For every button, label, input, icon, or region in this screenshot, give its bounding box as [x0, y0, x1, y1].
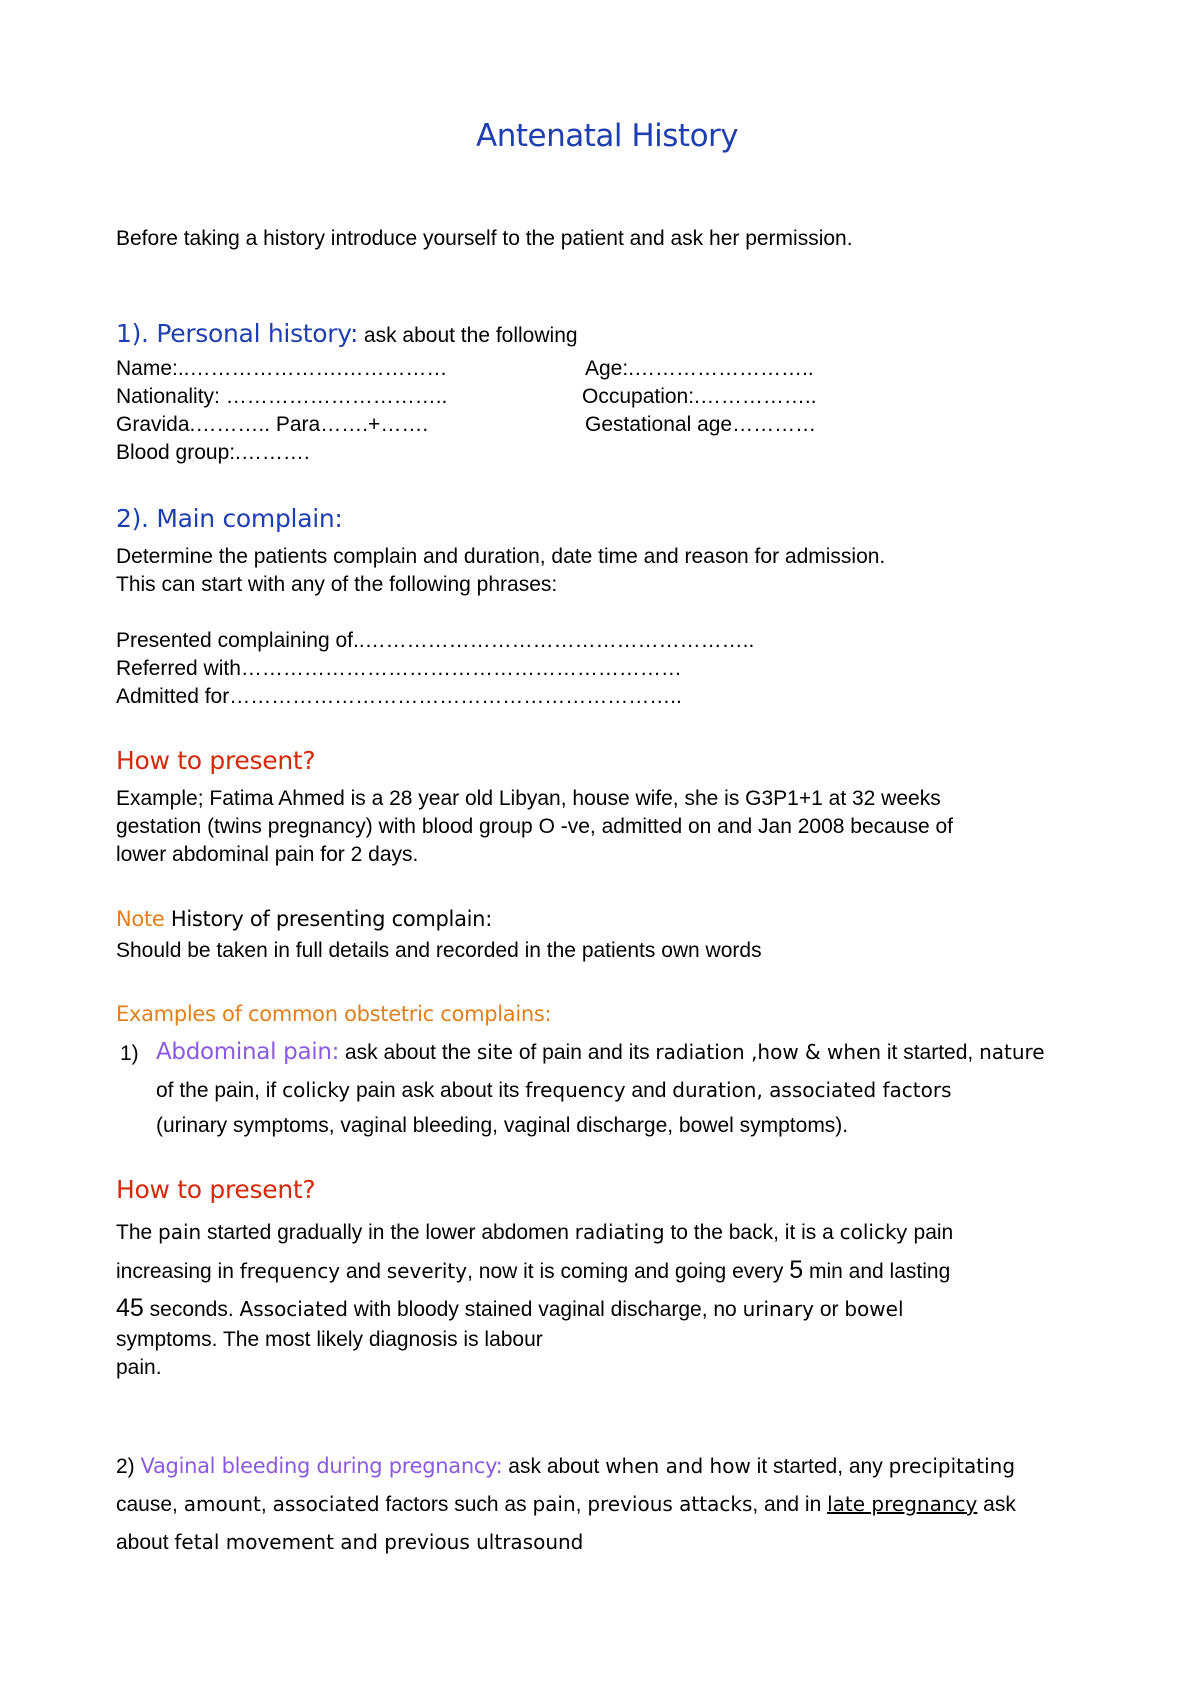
text-segment: , and in — [752, 1493, 828, 1516]
name-field: Name:..………………….…………… — [116, 357, 448, 380]
present2-line3 — [116, 1294, 904, 1324]
text-segment: factors such as — [379, 1493, 533, 1516]
item1-line2 — [156, 1076, 952, 1105]
phrase-referred: Referred with……………………………………………………… — [116, 657, 682, 680]
phrase-admitted: Admitted for……………………………………………………….. — [116, 685, 682, 708]
text-segment: and — [625, 1079, 673, 1102]
keyword-frequency: frequency — [525, 1078, 626, 1102]
item1-line1 — [156, 1038, 1045, 1067]
keyword-colicky: colicky — [282, 1078, 351, 1102]
keyword-colicky: colicky — [839, 1220, 908, 1244]
text-segment: , — [172, 1493, 184, 1516]
item1-number: 1) — [120, 1042, 139, 1065]
gestational-age-field: Gestational age………… — [585, 413, 817, 436]
note-text: History of presenting complain: — [164, 907, 492, 931]
note-label: Note — [116, 907, 165, 931]
keyword-site: site — [476, 1040, 513, 1064]
keyword-duration: duration, associated factors — [672, 1078, 952, 1102]
personal-history-tail: ask about the following — [358, 324, 578, 347]
keyword-fetal-movement: fetal movement and previous ultrasound — [174, 1530, 584, 1554]
blood-group-field: Blood group:.………. — [116, 441, 310, 464]
text-segment: started gradually in the lower abdomen — [201, 1221, 575, 1244]
present-example-line3: lower abdominal pain for 2 days. — [116, 843, 419, 866]
present-example-line2: gestation (twins pregnancy) with blood group O -ve, admitted on and Jan 2008 because of — [116, 815, 954, 838]
phrase-presented: Presented complaining of..……………………………………………….. — [116, 629, 755, 652]
text-segment: ask about the — [339, 1041, 477, 1064]
text-segment: cause — [116, 1493, 173, 1516]
note-line: Should be taken in full details and recorded in the patients own words — [116, 939, 762, 962]
age-field: Age:.…………………….. — [585, 357, 814, 380]
keyword-pain: pain — [532, 1492, 576, 1516]
text-segment: it started, — [881, 1041, 980, 1064]
keyword-associated: Associated — [239, 1297, 348, 1321]
vaginal-bleeding-label: Vaginal bleeding during pregnancy: — [140, 1454, 503, 1478]
keyword-when-how: when and how — [605, 1454, 751, 1478]
number-45: 45 — [116, 1294, 144, 1322]
text-segment: with bloody stained vaginal discharge, no — [347, 1298, 743, 1321]
text-segment: increasing in — [116, 1260, 240, 1283]
present2-line4: symptoms. The most likely diagnosis is labour — [116, 1328, 543, 1351]
text-segment: of the pain, if — [156, 1079, 283, 1102]
keyword-associated: associated — [272, 1492, 380, 1516]
text-segment: min and lasting — [803, 1260, 951, 1283]
keyword-bowel: bowel — [844, 1297, 904, 1321]
keyword-urinary: urinary — [742, 1297, 815, 1321]
text-segment: , — [260, 1493, 273, 1516]
text-segment: pain — [907, 1221, 954, 1244]
abdominal-pain-label: Abdominal pain: — [156, 1039, 340, 1065]
text-segment: , — [575, 1493, 588, 1516]
keyword-radiation: radiation ,how & when — [655, 1040, 882, 1064]
keyword-frequency: frequency — [239, 1259, 341, 1283]
keyword-radiating: radiating — [574, 1220, 665, 1244]
keyword-pain: pain — [158, 1220, 202, 1244]
vaginal-line2 — [116, 1490, 1016, 1519]
text-segment: it started, any — [750, 1455, 889, 1478]
item1-line3: (urinary symptoms, vaginal bleeding, vaginal discharge, bowel symptoms). — [156, 1114, 849, 1137]
present2-line5: pain. — [116, 1356, 162, 1379]
examples-heading: Examples of common obstetric complains: — [116, 1002, 552, 1026]
intro-text: Before taking a history introduce yourself to the patient and ask her permission. — [116, 227, 853, 250]
text-segment: ask about — [502, 1455, 606, 1478]
text-segment: seconds. — [143, 1298, 240, 1321]
keyword-late-pregnancy: late pregnancy — [827, 1492, 978, 1516]
text-segment: to the back, it is a — [664, 1221, 840, 1244]
keyword-amount: amount — [183, 1492, 261, 1516]
note-heading — [116, 905, 492, 933]
nationality-field: Nationality: ………………………….. — [116, 385, 448, 408]
text-segment: about — [116, 1531, 175, 1554]
vaginal-line1 — [116, 1452, 1015, 1481]
page-title: Antenatal History — [476, 118, 739, 154]
how-to-present-heading-1: How to present? — [116, 746, 316, 775]
personal-history-heading — [116, 320, 578, 350]
text-segment: , now it is coming and going every — [467, 1260, 790, 1283]
keyword-precipitating: precipitating — [888, 1454, 1016, 1478]
text-segment: and — [340, 1260, 387, 1283]
keyword-nature: nature — [979, 1040, 1045, 1064]
gravida-para-field: Gravida.……….. Para…….+……. — [116, 413, 429, 436]
keyword-severity: severity — [386, 1259, 468, 1283]
main-complain-line1: Determine the patients complain and duration, date time and reason for admission. — [116, 545, 886, 568]
text-segment: ask — [977, 1493, 1016, 1516]
text-segment: pain ask about its — [350, 1079, 526, 1102]
item2-number: 2) — [116, 1455, 135, 1478]
text-segment: or — [814, 1298, 845, 1321]
main-complain-heading: 2). Main complain: — [116, 504, 343, 533]
main-complain-line2: This can start with any of the following phrases: — [116, 573, 558, 596]
vaginal-line3 — [116, 1528, 583, 1557]
how-to-present-heading-2: How to present? — [116, 1175, 316, 1204]
text-segment: of pain and its — [512, 1041, 656, 1064]
present-example-line1: Example; Fatima Ahmed is a 28 year old Libyan, house wife, she is G3P1+1 at 32 weeks — [116, 787, 941, 810]
text-segment: The — [116, 1221, 159, 1244]
keyword-previous-attacks: previous attacks — [587, 1492, 753, 1516]
occupation-field: Occupation:.…………….. — [582, 385, 817, 408]
present2-line1 — [116, 1218, 953, 1247]
present2-line2 — [116, 1256, 950, 1286]
number-5: 5 — [789, 1256, 804, 1284]
personal-history-title: 1). Personal history: — [116, 319, 359, 348]
